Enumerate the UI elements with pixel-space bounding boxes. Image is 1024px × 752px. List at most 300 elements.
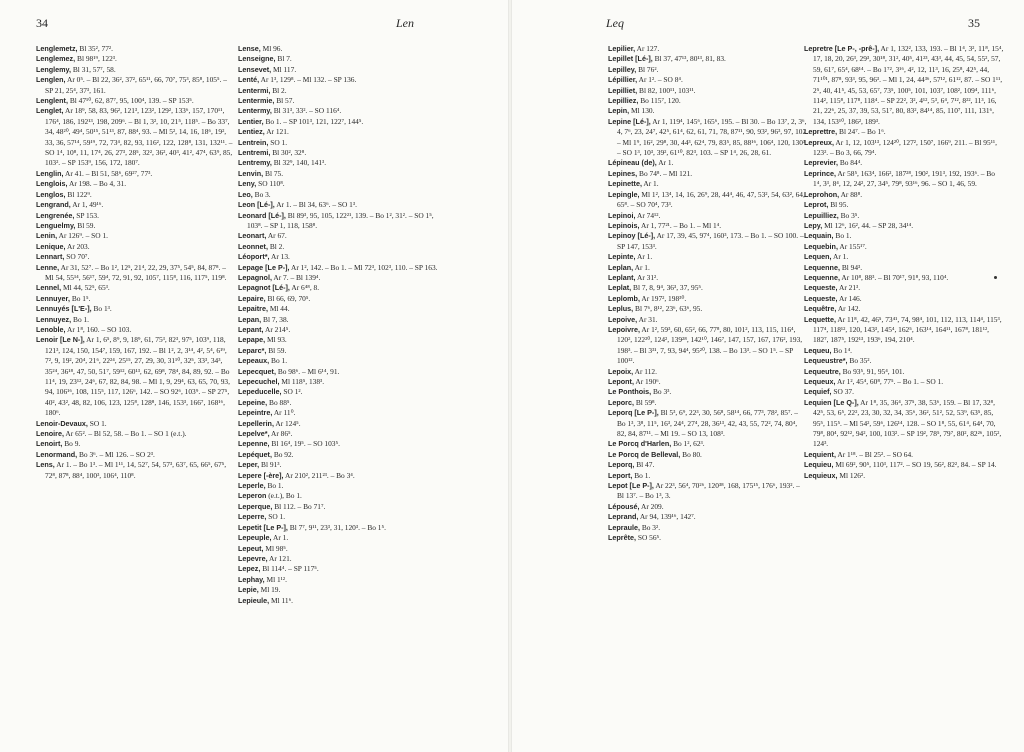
index-column-left-1: [36, 44, 236, 481]
index-entry: [238, 367, 438, 377]
entry-name: Lepoix,: [608, 366, 634, 376]
entry-refs: Ar 1.: [273, 533, 289, 543]
index-column-right-2: [804, 44, 1004, 481]
entry-name: Leplat,: [608, 283, 632, 293]
entry-name: Lepecuchel,: [238, 377, 280, 386]
entry-name: Lepont,: [608, 377, 634, 386]
index-entry: [804, 315, 1004, 346]
entry-refs: Bl 7, 8, 9⁴, 36³, 37, 95⁵.: [633, 283, 703, 293]
index-entry: [608, 325, 808, 367]
entry-refs: SP 153.: [76, 210, 99, 220]
entry-name: Lequeste,: [804, 283, 838, 293]
entry-refs: Bl 37, 47¹³, 80¹³, 81, 83.: [654, 54, 726, 64]
index-entry: [608, 273, 808, 283]
entry-refs: Ar 197², 198³⁰.: [641, 293, 687, 303]
entry-name: Lepillet [Lé-],: [608, 54, 653, 64]
index-entry: [608, 471, 808, 481]
index-column-right-1: [608, 44, 808, 544]
entry-name: Lepaire,: [238, 293, 266, 303]
index-entry: [238, 585, 438, 595]
entry-name: Lennuyés [L'E-],: [36, 304, 92, 314]
index-entry: [238, 190, 438, 200]
entry-name: Leprevier,: [804, 158, 838, 168]
index-entry: [36, 231, 236, 241]
entry-refs: (e.t.), Bo 1.: [268, 491, 302, 501]
entry-refs: Bl 91³.: [261, 460, 282, 470]
index-entry: [608, 460, 808, 470]
entry-refs: Ml 96.: [262, 44, 283, 53]
entry-name: Lepagnot [Lé-],: [238, 283, 290, 293]
index-entry: [238, 439, 438, 449]
entry-name: Leper,: [238, 460, 260, 470]
page-number-right: 35: [968, 16, 980, 30]
index-entry: [608, 75, 808, 85]
entry-name: Lenoble,: [36, 324, 66, 334]
entry-refs: Ar 22³, 56⁴, 70²⁶, 120³⁸, 168, 175¹⁵, 176⁶, 193². – Bl 13⁷. – Bo 1³, 3.: [617, 481, 800, 501]
index-entry: [238, 533, 438, 543]
index-entry: [804, 460, 1004, 470]
entry-name: Leplant,: [608, 272, 636, 282]
index-entry: [238, 315, 438, 325]
entry-name: Lentrein,: [238, 137, 269, 147]
entry-refs: Ar 190⁶.: [635, 377, 661, 386]
entry-name: Lephay,: [238, 574, 265, 584]
entry-refs: Ar 21³.: [839, 283, 861, 293]
entry-name: Leport,: [608, 470, 633, 480]
index-entry: [238, 263, 438, 273]
index-entry: [804, 231, 1004, 241]
entry-name: Lepinette,: [608, 179, 642, 189]
entry-name: Lepevre,: [238, 553, 268, 563]
entry-name: Leplomb,: [608, 293, 640, 303]
entry-name: Leperque,: [238, 501, 273, 511]
entry-refs: Ar 124⁵.: [275, 418, 301, 428]
entry-refs: Ar 121.: [266, 127, 289, 137]
entry-name: Lepinoi,: [608, 210, 636, 220]
index-entry: [238, 75, 438, 85]
index-entry: [238, 491, 438, 501]
entry-name: Lepeaux,: [238, 356, 270, 366]
entry-name: Lequien [Le Q-],: [804, 397, 859, 407]
entry-refs: Bl 75.: [265, 168, 284, 178]
entry-name: Lenglemez,: [36, 54, 76, 64]
entry-name: Lentremy,: [238, 158, 272, 168]
entry-refs: Bo 9.: [64, 439, 81, 449]
index-entry: [36, 263, 236, 284]
entry-refs: Bo 93⁵, 91, 95⁴, 101.: [842, 366, 905, 376]
entry-name: Lenglen,: [36, 75, 66, 85]
entry-name: Lennel,: [36, 283, 62, 293]
entry-refs: Ar 7. – Bl 139⁴.: [273, 272, 321, 282]
entry-refs: Ar 1.: [643, 179, 659, 189]
entry-name: Lenormand,: [36, 449, 78, 459]
entry-refs: Ar 1.: [634, 262, 650, 272]
entry-name: Lepines,: [608, 168, 638, 178]
entry-name: Lentermi,: [238, 85, 271, 95]
index-entry: [36, 169, 236, 179]
entry-name: Lentermie,: [238, 96, 275, 106]
entry-refs: Bl 47¹⁰, 62, 87⁷, 95, 100⁴, 139. – SP 153⁵.: [69, 96, 194, 106]
entry-refs: Ar 112.: [634, 366, 657, 376]
entry-refs: Ar 10⁸, 88³. – Bl 70¹⁷, 91⁸, 93, 110⁴.: [841, 272, 949, 282]
entry-name: Lepilliet,: [608, 85, 638, 95]
entry-refs: Ml 117.: [273, 64, 297, 74]
entry-refs: Bl 112. – Bo 71⁷.: [274, 501, 326, 511]
entry-name: Lepeine,: [238, 397, 268, 407]
entry-refs: Ar 1², 45⁴, 60⁸, 77⁵. – Bo 1. – SO 1.: [837, 377, 944, 386]
entry-refs: Ar 1¹⁸. – Bl 25². – SO 64.: [837, 449, 913, 459]
entry-refs: Bo 92.: [273, 449, 294, 459]
entry-refs: Ml 93.: [267, 335, 287, 345]
index-entry: [238, 512, 438, 522]
entry-name: Lequieux,: [804, 470, 838, 480]
entry-name: Lennuyer,: [36, 293, 70, 303]
entry-refs: Bl 47.: [636, 460, 655, 470]
index-entry: [804, 304, 1004, 314]
entry-name: Lepeintre,: [238, 408, 273, 418]
index-entry: [36, 325, 236, 335]
entry-refs: Ar 31².: [637, 272, 659, 282]
entry-name: Leplan,: [608, 262, 634, 272]
index-entry: [804, 294, 1004, 304]
entry-name: Lépousé,: [608, 501, 640, 511]
index-entry: [238, 596, 438, 606]
entry-refs: Bl 89³, 95, 105, 122²¹, 139. – Bo 1², 31². – SO 1⁵, 103⁸. – SP 1, 118, 158⁸.: [247, 210, 434, 230]
index-entry: [608, 158, 808, 168]
entry-name: Lepoivre,: [608, 324, 640, 334]
entry-refs: Ar 1. – Bo 1³. – Ml 1¹¹, 14, 52⁷, 54, 57³, 63⁷, 65, 66⁵, 67⁵, 72⁸, 87⁸, 88⁴, 100³, 106⁴, 110⁸.: [45, 460, 227, 480]
entry-refs: Bl 16⁴, 19⁵. – SO 103⁵.: [271, 439, 340, 449]
entry-name: Lensevet,: [238, 64, 272, 74]
entry-name: Lenvin,: [238, 168, 264, 178]
entry-refs: Bl 35², 77².: [79, 44, 113, 53]
entry-name: Lenseigne,: [238, 54, 276, 64]
index-entry: [238, 231, 438, 241]
entry-refs: Bo 1.: [73, 314, 90, 324]
entry-refs: Ml 118⁵, 138³.: [281, 377, 325, 386]
entry-name: Lepere [-ère],: [238, 470, 284, 480]
entry-refs: Bo 1⁴.: [833, 345, 853, 355]
entry-name: Lequief,: [804, 387, 832, 397]
index-entry: [238, 54, 438, 64]
entry-name: Leprince,: [804, 168, 836, 178]
entry-name: Lengrenée,: [36, 210, 75, 220]
entry-refs: Bl 95.: [830, 200, 849, 210]
entry-refs: Ar 1.: [833, 252, 849, 262]
index-entry: [608, 283, 808, 293]
entry-refs: Ar 74¹².: [637, 210, 661, 220]
entry-refs: SO 1.: [270, 137, 288, 147]
entry-refs: Ml 44.: [269, 304, 290, 314]
index-entry: [238, 65, 438, 75]
entry-refs: Ar 13.: [271, 252, 290, 262]
index-entry: [238, 242, 438, 252]
entry-name: Lenglemetz,: [36, 44, 78, 53]
index-entry: [608, 221, 808, 231]
index-entry: [238, 502, 438, 512]
index-entry: [238, 554, 438, 564]
index-entry: [238, 346, 438, 356]
index-entry: [238, 429, 438, 439]
entry-refs: Ar 121.: [269, 553, 292, 563]
index-entry: [238, 335, 438, 345]
entry-refs: Bo 88⁵.: [269, 397, 292, 407]
index-entry: [36, 450, 236, 460]
entry-name: Lepez,: [238, 564, 261, 574]
index-entry: [804, 44, 1004, 127]
entry-refs: Ar 210², 211²³. – Bo 3⁴.: [285, 470, 355, 480]
index-entry: [36, 44, 236, 54]
index-entry: [804, 346, 1004, 356]
index-entry: [804, 367, 1004, 377]
entry-refs: Bl 59⁸.: [635, 397, 657, 407]
entry-refs: Ar 142.: [837, 304, 861, 314]
index-entry: [238, 86, 438, 96]
entry-name: Lepellerin,: [238, 418, 274, 428]
entry-refs: Bl 59.: [268, 345, 287, 355]
entry-refs: Ml 1², 13⁴, 14, 16, 26⁹, 28, 44⁴, 46, 47, 53², 54, 63², 64, 65⁸. – SO 70⁴, 73³.: [617, 189, 805, 210]
entry-refs: Bl 24⁷. – Bo 1⁶.: [839, 127, 886, 137]
index-entry: [238, 96, 438, 106]
entry-name: Lequeste,: [804, 293, 838, 303]
index-entry: [238, 523, 438, 533]
entry-name: Lequeux,: [804, 377, 836, 386]
entry-refs: Bl 7⁶, 8¹², 23⁶, 63⁶, 95.: [635, 304, 703, 314]
index-entry: [238, 398, 438, 408]
entry-refs: Ar 6⁴⁸, 8.: [291, 283, 320, 293]
index-entry: [238, 106, 438, 116]
entry-name: Lequenne,: [804, 272, 840, 282]
entry-refs: Bo 115⁷, 120.: [640, 96, 681, 106]
index-entry: [608, 117, 808, 159]
entry-name: Lenique,: [36, 241, 66, 251]
entry-refs: Bo 1⁵.: [71, 293, 91, 303]
entry-refs: Ar 18⁹, 58, 83, 96², 121³, 123², 129², 133⁶, 157, 170¹¹, 176⁴, 186, 192¹³, 198, 209⁶. – Bl 1, 3², 10, 21⁵, 118⁵. – Bo 33⁷, 34, 48²⁰, 49⁴, 50¹⁵, 51¹³, 87, 88⁴, 93. – Ml 5², 14, 16, 18⁶, 19², 33, 36, 57¹⁴, 59¹⁹, 72, 73⁴, 82, 93, 116², 122, 128⁸, 131, 132¹¹. – SO 1⁴, 10⁸, 11, 17⁴, 26, 27³, 28⁵, 32², 36², 40³, 41², 47⁴, 63⁹, 85, 103². – SP 153⁹, 156, 172, 180⁷.: [45, 106, 233, 168]
index-entry: [804, 283, 1004, 293]
entry-refs: Bl 94³.: [841, 262, 863, 272]
entry-name: Lequen,: [804, 252, 832, 262]
entry-refs: Bo 35².: [849, 356, 872, 366]
entry-name: Lepan,: [238, 314, 262, 324]
entry-refs: Bo 98⁶. – Ml 6¹⁴, 91.: [277, 366, 340, 376]
entry-name: Leperle,: [238, 481, 266, 491]
entry-refs: Bo 1.: [634, 470, 651, 480]
entry-name: Lequain,: [804, 231, 834, 241]
entry-name: Lepinois,: [608, 220, 640, 230]
index-entry: [804, 398, 1004, 450]
index-entry: [238, 575, 438, 585]
entry-refs: Ar 41. – Bl 51, 58⁶, 69²⁷, 77³.: [65, 168, 153, 178]
index-entry: [36, 460, 236, 481]
index-entry: [238, 294, 438, 304]
entry-refs: Ar 1², 59³, 60, 65², 66, 77⁸, 80, 101², 113, 115, 116⁴, 120², 122²⁰, 124², 139²⁸, 142¹⁰, 146⁷, 147, 157, 167, 176², 193, 198³. – Bl 3³¹, 7, 93, 94⁴, 95²⁰, 138. – Bo 13³. – SO 1⁵. – SP 100¹².: [617, 324, 803, 366]
index-entry: [238, 44, 438, 54]
entry-refs: Bl 82, 100¹¹, 103¹¹.: [639, 85, 696, 95]
index-entry: [238, 564, 438, 574]
entry-name: Leonnet,: [238, 241, 268, 251]
index-entry: [238, 252, 438, 262]
entry-refs: Bl 122⁹.: [67, 189, 92, 199]
entry-name: Lenglemy,: [36, 64, 72, 74]
entry-name: Lepéquet,: [238, 449, 272, 459]
entry-name: Leparc*,: [238, 345, 267, 355]
index-entry: [238, 138, 438, 148]
entry-name: Leprête,: [608, 533, 636, 543]
index-entry: [238, 481, 438, 491]
entry-name: Lense,: [238, 44, 261, 53]
entry-refs: Bl 7, 38.: [263, 314, 289, 324]
index-entry: [238, 273, 438, 283]
index-entry: [36, 252, 236, 262]
entry-refs: Bl 32⁹, 140, 141³.: [273, 158, 327, 168]
entry-refs: Bo 3⁶. – Ml 126. – SO 2³.: [79, 449, 155, 459]
entry-refs: Ar 86⁵.: [271, 429, 293, 439]
index-entry: [238, 211, 438, 232]
entry-refs: Ml 11⁶.: [271, 595, 294, 605]
entry-refs: Ml 69², 90⁵, 110³, 117². – SO 19, 56², 82², 84. – SP 14.: [835, 460, 997, 470]
left-page: [0, 0, 508, 752]
entry-refs: Ar 1⁸, 160. – SO 103.: [67, 324, 132, 334]
entry-name: Lenin,: [36, 231, 58, 241]
entry-refs: Ar 1, 77²¹. – Bo 1. – Ml 1⁴.: [641, 220, 722, 230]
entry-name: Lenglet,: [36, 106, 64, 116]
entry-name: Lepin,: [608, 106, 630, 116]
index-entry: [608, 387, 808, 397]
entry-name: Lequette,: [804, 314, 836, 324]
entry-name: Lepeducelle,: [238, 387, 282, 397]
entry-name: Lepingle,: [608, 189, 640, 199]
entry-refs: Ar 17, 39, 45, 97⁴, 160³, 173. – Bo 1. – SO 100. – SP 147, 153³.: [617, 231, 804, 251]
entry-name: Lepagnol,: [238, 272, 272, 282]
entry-refs: SO 1.: [268, 512, 286, 522]
index-column-left-2: [238, 44, 438, 606]
entry-name: Lepeuple,: [238, 533, 272, 543]
entry-name: Lepant,: [238, 324, 264, 334]
entry-name: Lepage [Le P-],: [238, 262, 290, 272]
entry-refs: Bo 3².: [641, 522, 661, 532]
entry-refs: Bl 66, 69, 70⁵.: [267, 293, 311, 303]
index-entry: [608, 481, 808, 502]
index-entry: [238, 450, 438, 460]
entry-name: Le Porcq d'Harlen,: [608, 439, 672, 449]
entry-refs: Bl 5³, 6⁹, 22³, 30, 56⁸, 58¹⁴, 66, 77³, 78², 85⁷. – Bo 1³, 3⁸, 11⁵, 16³, 24⁴, 27⁴, 28, 36¹³, 42, 43, 55, 72², 74, 80⁴, 82, 84, 87¹¹. – Ml 19. – SO 13, 108³.: [617, 408, 798, 439]
entry-refs: SO 1².: [283, 387, 303, 397]
index-entry: [36, 96, 236, 106]
index-entry: [36, 429, 236, 439]
index-entry: [36, 106, 236, 168]
entry-refs: Bl 76².: [638, 64, 659, 74]
index-entry: [238, 325, 438, 335]
index-entry: [608, 44, 808, 54]
entry-refs: Bo 1.: [271, 356, 288, 366]
index-entry: [36, 304, 236, 314]
index-entry: [608, 523, 808, 533]
entry-refs: Bo 1.: [835, 231, 852, 241]
index-entry: [804, 190, 1004, 200]
entry-name: Lennuyez,: [36, 314, 72, 324]
index-entry: [36, 419, 236, 429]
entry-refs: Ar 1, 119⁴, 145⁶, 165⁶, 195. – Bl 30. – Bo 13⁷, 2, 3⁶, 4, 7⁶, 23, 24⁷, 42⁵, 61⁴, 62, 61, 71, 78, 87¹¹, 90, 93², 96³, 97, 102. – Ml 1⁹, 16², 29⁸, 30, 44³, 62⁴, 79, 83⁵, 85, 88¹⁶, 106⁴, 120, 130³. – SO 1³, 10³, 39², 61¹⁰, 82³, 103. – SP 1⁴, 26, 28, 61.: [617, 116, 808, 158]
entry-name: Leprot,: [804, 200, 829, 210]
entry-refs: Ml 98⁵.: [265, 543, 288, 553]
entry-name: Lengrand,: [36, 200, 71, 210]
entry-refs: Ar 58⁵, 163⁴, 166², 187²⁸, 190², 191³, 192, 193⁶. – Bo 1⁴, 3³, 8⁴, 12, 24², 27, 34⁵, 79⁸, 93¹⁶, 96. – SO 1, 46, 59.: [813, 168, 995, 189]
entry-name: Lepraule,: [608, 522, 640, 532]
entry-name: Leprettre,: [804, 127, 838, 137]
index-entry: [238, 377, 438, 387]
entry-name: Leperre,: [238, 512, 267, 522]
entry-name: Lens,: [36, 460, 55, 470]
entry-refs: Ar 11⁸, 42, 46⁵, 73⁴¹, 74, 98⁴, 101, 112, 113, 114⁴, 115³, 117⁴, 118¹², 120, 143³, 145⁴, 162⁵, 163¹⁴, 164¹¹, 167⁸, 181¹², 182⁷, 187⁵, 192¹³, 193⁶, 194, 210⁴.: [813, 314, 1002, 345]
entry-refs: Ml 19.: [260, 585, 281, 595]
entry-refs: Ar 1.: [637, 252, 653, 262]
index-entry: [36, 179, 236, 189]
entry-refs: Ar 11⁰.: [273, 408, 296, 418]
page-number-left: 34: [36, 16, 48, 30]
entry-refs: Ar 94, 139¹⁶, 142⁷.: [639, 512, 696, 522]
index-entry: [608, 231, 808, 252]
entry-refs: SO 1.: [89, 418, 107, 428]
entry-name: Lequeu,: [804, 345, 832, 355]
entry-name: Lenté,: [238, 75, 260, 85]
entry-name: Lequeustre*,: [804, 356, 848, 366]
entry-refs: Ar 65². – Bl 52, 58. – Bo 1. – SO 1 (e.t.).: [65, 429, 187, 439]
entry-name: Lenglin,: [36, 168, 64, 178]
entry-refs: Ar 146.: [839, 293, 862, 303]
index-entry: [238, 283, 438, 293]
entry-refs: Ar 126⁹. – SO 1.: [58, 231, 109, 241]
entry-name: Lequeutre,: [804, 366, 841, 376]
entry-name: Lenne,: [36, 262, 60, 272]
entry-name: Lentiez,: [238, 127, 265, 137]
index-entry: [804, 158, 1004, 168]
entry-refs: Ar 1³, 129⁸. – Ml 132. – SP 136.: [260, 75, 357, 85]
index-entry: [238, 419, 438, 429]
index-entry: [238, 117, 438, 127]
index-entry: [804, 252, 1004, 262]
index-entry: [804, 273, 1004, 283]
entry-refs: Bl 57.: [276, 96, 295, 106]
index-entry: [238, 304, 438, 314]
entry-refs: Ml 1¹².: [266, 574, 287, 584]
entry-refs: Bl 114⁴. – SP 117⁵.: [262, 564, 319, 574]
entry-refs: Ml 12⁶, 16², 44. – SP 28, 34¹⁴.: [824, 220, 914, 230]
index-entry: [608, 96, 808, 106]
index-entry: [804, 242, 1004, 252]
entry-name: Lepape,: [238, 335, 266, 345]
entry-refs: Ar 214⁵.: [265, 324, 291, 334]
index-entry: [36, 211, 236, 221]
entry-name: Lepeut,: [238, 543, 264, 553]
index-entry: [238, 471, 438, 481]
index-entry: [36, 294, 236, 304]
index-entry: [36, 439, 236, 449]
entry-refs: Bl 30², 32⁸.: [272, 148, 307, 158]
index-entry: [608, 439, 808, 449]
entry-refs: Bo 1², 62³.: [673, 439, 705, 449]
entry-name: Lepaitre,: [238, 304, 268, 314]
entry-name: Leonard [Lé-],: [238, 210, 286, 220]
entry-name: Leo,: [238, 189, 253, 199]
entry-refs: Ar 155¹⁷.: [839, 241, 867, 251]
index-entry: [804, 263, 1004, 273]
entry-refs: SO 110⁸.: [258, 179, 285, 189]
entry-name: Lequient,: [804, 449, 836, 459]
entry-refs: Ar 1, 132², 133, 193. – Bl 1⁴, 3², 11⁸, 15⁴, 17, 18, 20, 26³, 29³, 30¹⁸, 31², 40⁵, 41²³, 43³, 44, 45, 54, 55², 57, 59, 61⁷, 65⁴, 68¹⁴. – Bo 1⁷², 3¹⁶, 4², 12, 11³, 16, 25⁸, 42⁵, 44, 71¹⁰¹, 87⁸, 93³, 95, 96³. – Ml 1, 24, 44³⁶, 57¹², 61¹², 87. – SO 1¹¹, 2⁵, 40, 41⁵, 45, 53, 65⁷, 73⁵, 100⁵, 101, 103⁷, 108², 109⁴, 111⁶, 114², 115⁸, 117⁸, 118⁴. – SP 22², 3², 4¹², 5³, 6⁴, 7¹², 8²², 11³, 16, 21, 22⁶, 25, 37, 39, 53, 51⁷, 80, 83², 84¹⁴, 85, 110⁷, 111, 131⁶, 134, 153¹⁰, 186², 189³.: [813, 44, 1004, 126]
entry-name: Lepretre [Le P-, -prê-],: [804, 44, 880, 53]
entry-refs: Bo 80.: [682, 449, 702, 459]
index-entry: [608, 367, 808, 377]
